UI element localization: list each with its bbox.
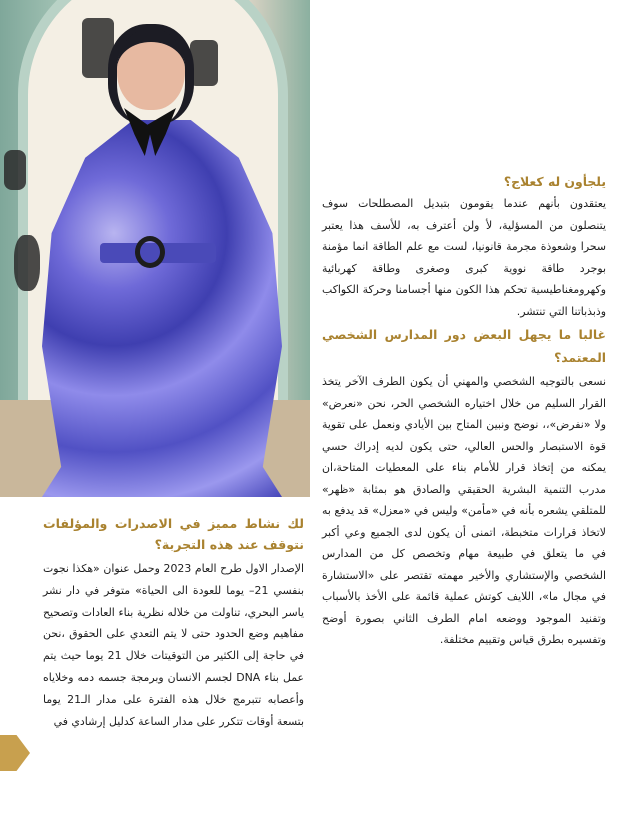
portrait-photo — [0, 0, 310, 497]
page-tab — [0, 735, 30, 771]
answer-paragraph: يعتقدون بأنهم عندما يقومون بتبديل المصطلحات سوف يتنصلون من المسؤلية، لأ ولن أعترف به، للأسف هذا يعتبر سحرا وشعوذة مجرمة قانونيا، لست مع علم الطاقة انما مؤمنة بوجرد طاقة نووية كبرى وصغرى وطاقة كهربائية وكهرومغناطيسية تحكم هذا الكون منها أجسامنا وحركة الكواكب وذبذباتنا التي تنتشر. — [322, 197, 606, 318]
question-heading: يلجأون له كعلاج؟ — [503, 174, 606, 189]
question-heading: لك نشاط مميز في الاصدرات والمؤلفات نتوقف عند هذه التجربة؟ — [43, 516, 304, 552]
wall-decoration — [190, 40, 218, 86]
face — [117, 28, 185, 110]
answer-paragraph: نسعى بالتوجيه الشخصي والمهني أن يكون الطرف الآخر يتخذ القرار السليم من خلال اختياره الشخصي الحر، نحن «نعرض» ولا «نفرض»،، نوضح ونبين المتاح بين الأيادي ونعمل على تقوية قوة الاستبصار والحس العالي، حتى يكون لديه إدراك حسي يمكنه من إتخاذ قرار للأمام بناء على المعطيات المتاحة،ان مدرب التنمية البشرية الحقيقي والصادق هو بمثابة «ظهر» للمتلقي يشعره بأنه في «مأمن» وليس في «معزل» قد يدفع به لاتخاذ قرارات متخبطة، اتمنى أن يكون لدى الجميع وعي أكبر في ما يتعلق في طبيعة مهام وتخصص كل من المدارس الشخصي والإستشاري والأخير مهمته تقتصر على «الاستشارة في مجال ما»، اللايف كوتش عملية قائمة على الأخذ بالأسباب وتفنيد الموجود ووضعه امام الطرف الثاني بصورة أوضح وتفسيره بطرق قياس وتقييم مختلفة. — [322, 375, 606, 646]
question-heading: غالبا ما يجهل البعض دور المدارس الشخصي المعتمد؟ — [322, 327, 606, 365]
wall-decoration — [4, 150, 26, 190]
belt-buckle — [135, 236, 165, 268]
floral-dress — [42, 120, 282, 497]
answer-paragraph: الإصدار الاول طرح العام 2023 وحمل عنوان «هكذا نجوت بنفسي 21– يوما للعودة الى الحياة» متوفر في دار نشر ياسر البحري، تناولت من خلاله نظرية بناء العادات وتصحيح مفاهيم وضع الحدود حتى لا يتم التعدي على الحقوق ،نحن في حاجة إلى الكثير من التوقيتات خلال 21 يوما حيث يتم عمل بناء DNA لجسم الانسان وبرمجة جسمه دمه وخلاياه وأعصابه تتبرمج خلال هذه الفترة على مدار الـ21 يوما بتسعة أوقات تتكرر على مدار الساعة كدليل إرشادي في — [43, 562, 304, 728]
right-column — [322, 172, 606, 651]
wall-decoration — [14, 235, 40, 291]
left-column — [43, 513, 304, 732]
